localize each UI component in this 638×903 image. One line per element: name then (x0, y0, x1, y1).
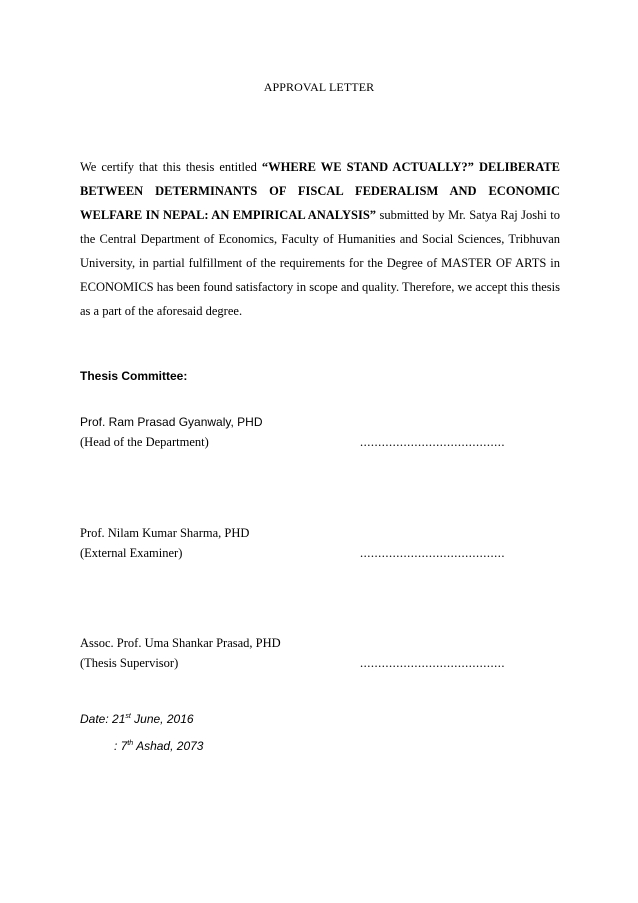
nepali-date-rest: Ashad, 2073 (133, 739, 204, 753)
nepali-date-line (114, 739, 203, 753)
member-role: (External Examiner) (80, 546, 183, 560)
nepali-date-prefix: : 7 (114, 739, 128, 753)
member-role: (Thesis Supervisor) (80, 656, 179, 670)
date-prefix: Date: 21 (80, 712, 126, 726)
date-rest: June, 2016 (130, 712, 194, 726)
date-line (80, 712, 194, 726)
certification-paragraph (80, 155, 560, 323)
signature-line: ........................................ (360, 546, 505, 560)
thesis-title: “WHERE WE STAND ACTUALLY?” DELIBERATE BETWEEN DETERMINANTS OF FISCAL FEDERALISM AND ECONOMIC WELFARE IN NEPAL: AN EMPIRICAL ANALYSIS” (80, 160, 560, 222)
paragraph-body: submitted by Mr. Satya Raj Joshi to the Central Department of Economics, Faculty of Humanities and Social Sciences, Tribhuvan University, in partial fulfillment of the requirements for the Degree of MASTER OF ARTS in ECONOMICS has been found satisfactory in scope and quality. Therefore, we accept this thesis as a part of the aforesaid degree. (80, 208, 560, 318)
page-title: APPROVAL LETTER (263, 80, 375, 94)
member-role: (Head of the Department) (80, 435, 209, 449)
nepali-date-suffix: th (127, 740, 134, 747)
member-name: Prof. Ram Prasad Gyanwaly, PHD (80, 415, 263, 429)
signature-line: ........................................ (360, 656, 505, 670)
committee-heading: Thesis Committee: (80, 369, 188, 383)
signature-line: ........................................ (360, 435, 505, 449)
member-name: Prof. Nilam Kumar Sharma, PHD (80, 526, 250, 540)
date-suffix: st (125, 713, 131, 720)
paragraph-intro: We certify that this thesis entitled (80, 160, 262, 174)
member-name: Assoc. Prof. Uma Shankar Prasad, PHD (80, 636, 281, 650)
